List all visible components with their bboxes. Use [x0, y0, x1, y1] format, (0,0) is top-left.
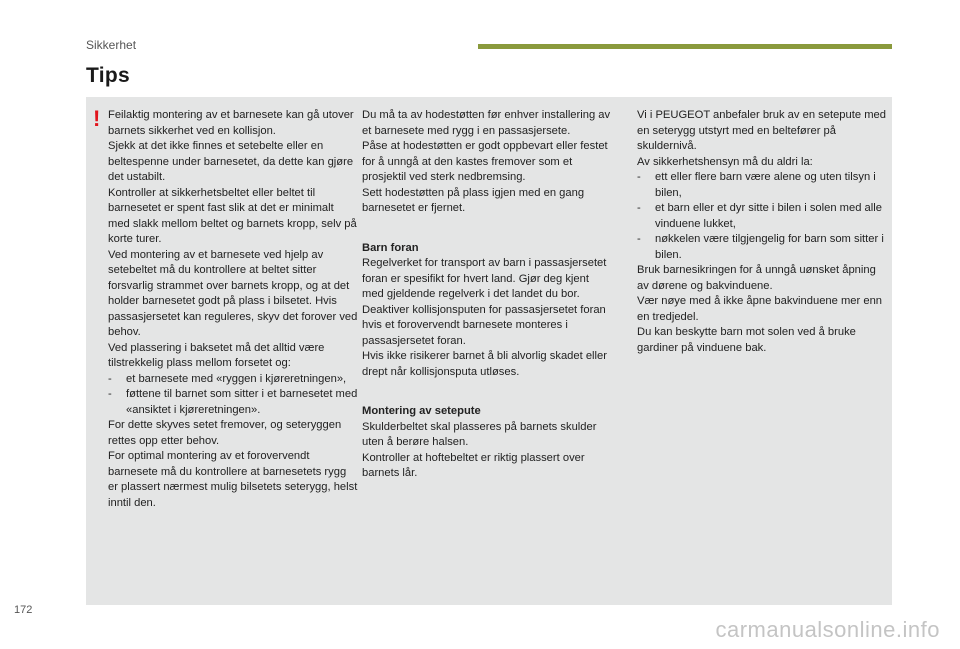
paragraph: Vær nøye med å ikke åpne bakvinduene mer enn en tredjedel.: [637, 295, 883, 323]
column-1: [108, 108, 358, 511]
list-item-text: føttene til barnet som sitter i et barnesetet med «ansiktet i kjøreretningen».: [126, 388, 358, 416]
paragraph: Kontroller at sikkerhetsbeltet eller beltet til barnesetet er spent fast slik at det er minimalt med slakk mellom beltet og barnets kropp, selv på korte turer.: [108, 186, 357, 245]
paragraph: Feilaktig montering av et barnesete kan gå utover barnets sikkerhet ved en kollisjon.: [108, 109, 354, 137]
warning-icon: !: [93, 106, 101, 131]
list-item-text: et barn eller et dyr sitte i bilen i solen med alle vinduene lukket,: [655, 202, 882, 230]
list-marker: -: [637, 171, 641, 183]
paragraph: Du kan beskytte barn mot solen ved å bruke gardiner på vinduene bak.: [637, 326, 856, 354]
paragraph: Du må ta av hodestøtten før enhver installering av et barnesete med rygg i en passasjersete.: [362, 109, 611, 137]
paragraph: Bruk barnesikringen for å unngå uønsket åpning av dørene og bakvinduene.: [637, 264, 876, 292]
column-3: [637, 108, 887, 356]
list-item: [637, 170, 887, 201]
paragraph: Regelverket for transport av barn i passasjersetet foran er spesifikt for hvert land. Gjør deg kjent med gjeldende regelverk i det landet du bor.: [362, 257, 607, 300]
paragraph: Vi i PEUGEOT anbefaler bruk av en setepute med en seterygg utstyrt med en beltefører på skuldernivå.: [637, 109, 886, 152]
page-number: 172: [14, 604, 33, 616]
list-item: [108, 387, 358, 418]
spacer: [362, 217, 612, 241]
paragraph: Deaktiver kollisjonsputen for passasjersetet foran hvis et forovervendt barnesete monteres i passasjersetet foran.: [362, 303, 606, 347]
paragraph: Sjekk at det ikke finnes et setebelte eller en beltespenne under barnesetet, da dette kan gjøre det ustabilt.: [108, 140, 354, 183]
paragraph: Kontroller at hoftebeltet er riktig plassert over barnets lår.: [362, 451, 585, 479]
column-2: [362, 108, 612, 482]
list-item-text: ett eller flere barn være alene og uten tilsyn i bilen,: [655, 171, 876, 199]
section-rule: [478, 44, 892, 49]
paragraph: Hvis ikke risikerer barnet å bli alvorlig skadet eller drept når kollisjonsputa utløses.: [362, 350, 607, 378]
section-label: Sikkerhet: [86, 38, 137, 52]
list-item: [637, 201, 887, 232]
spacer: [362, 380, 612, 404]
page-title: Tips: [86, 64, 130, 87]
paragraph: For dette skyves setet fremover, og seteryggen rettes opp etter behov.: [108, 419, 342, 447]
list-marker: -: [108, 372, 112, 385]
paragraph: Skulderbeltet skal plasseres på barnets skulder uten å berøre halsen.: [362, 420, 597, 448]
watermark: carmanualsonline.info: [715, 617, 940, 642]
paragraph: Av sikkerhetshensyn må du aldri la:: [637, 155, 813, 168]
list-item-text: et barnesete med «ryggen i kjøreretningen»,: [126, 372, 347, 385]
list-item: [108, 372, 358, 388]
paragraph: Sett hodestøtten på plass igjen med en gang barnesetet er fjernet.: [362, 186, 585, 214]
paragraph: Ved plassering i baksetet må det alltid være tilstrekkelig plass mellom forsetet og:: [108, 341, 325, 369]
list-marker: -: [637, 233, 641, 245]
list-marker: -: [108, 388, 112, 400]
list-item-text: nøkkelen være tilgjengelig for barn som sitter i bilen.: [655, 233, 884, 261]
paragraph: Påse at hodestøtten er godt oppbevart eller festet for å unngå at den kastes fremover som et prosjektil ved sterk nedbremsing.: [362, 140, 608, 183]
subheading-booster: Montering av setepute: [362, 405, 481, 417]
list-item: [637, 232, 887, 263]
paragraph: For optimal montering av et forovervendt barnesete må du kontrollere at barnesetets rygg er plassert nærmest mulig bilsetets seterygg, helst inntil den.: [108, 450, 358, 509]
subheading-front-child: Barn foran: [362, 241, 419, 254]
paragraph: Ved montering av et barnesete ved hjelp av setebeltet må du kontrollere at beltet sitter forsvarlig strammet over barnets kropp, og at det holder barnesetet godt på plass i bilsetet. Hvis passasjersetet kan reguleres, skyv det forover ved behov.: [108, 248, 358, 338]
list-marker: -: [637, 202, 641, 214]
